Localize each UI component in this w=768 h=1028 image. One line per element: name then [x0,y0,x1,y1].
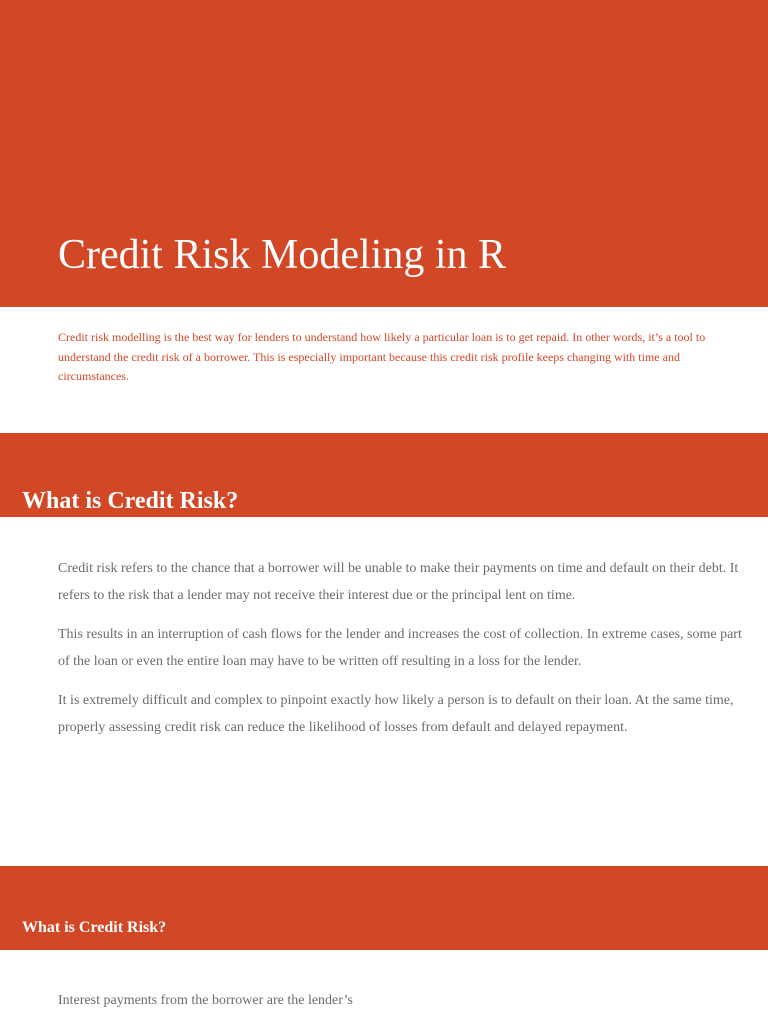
body-paragraph: Credit risk refers to the chance that a borrower will be unable to make their payments on time and default on their debt. It refers to the risk that a lender may not receive their interest due or the principal lent on time. [58,561,739,603]
section-header-band [0,866,768,950]
title-banner [0,0,768,307]
body-paragraph: This results in an interruption of cash flows for the lender and increases the cost of collection. In extreme cases, some part of the loan or even the entire loan may have to be written off resulting in a loss for the lender. [58,627,742,669]
section-body [58,556,748,754]
section-header-band [0,433,768,517]
section-body [58,988,748,1028]
section-heading: What is Credit Risk? [22,919,167,936]
body-paragraph: Interest payments from the borrower are the lender’s [58,993,353,1008]
page-title: Credit Risk Modeling in R [58,232,507,278]
body-paragraph: It is extremely difficult and complex to pinpoint exactly how likely a person is to default on their loan. At the same time, properly assessing credit risk can reduce the likelihood of losses from default and delayed repayment. [58,693,734,735]
section-heading: What is Credit Risk? [22,488,239,514]
intro-paragraph: Credit risk modelling is the best way for lenders to understand how likely a particular loan is to get repaid. In other words, it’s a tool to understand the credit risk of a borrower. This is especially important because this credit risk profile keeps changing with time and circumstances. [58,330,706,383]
